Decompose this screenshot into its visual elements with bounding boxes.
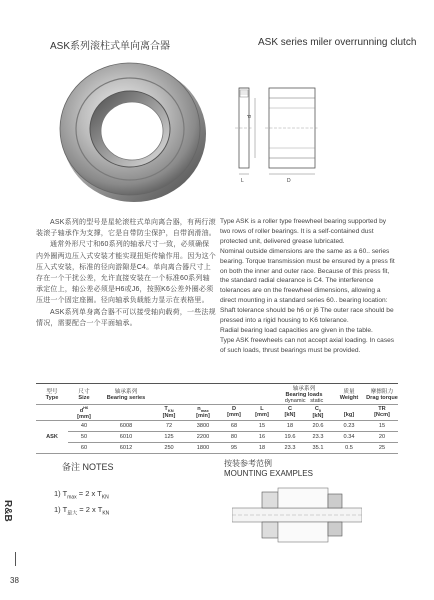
type-cell: ASK: [36, 420, 68, 453]
notes-title: 备注 NOTES: [62, 462, 114, 472]
mounting-title: 按装参考范例 MOUNTING EXAMPLES: [224, 459, 313, 478]
mounting-bearing-top: [262, 492, 278, 508]
spec-table: [36, 384, 398, 454]
header-type: 型号 Type: [36, 384, 68, 405]
note-line-2: 1) $T_{最大} = 2$ x $T_{KN}$: [54, 504, 110, 516]
notes-body: [54, 488, 109, 519]
bearing-bore: [101, 102, 163, 160]
page-number: 38: [10, 576, 19, 585]
table-symbol-row: $d^{H6}$ [mm] $T_{KN}$ [Nm] $n_{max}$ [min] D [mm] L [mm] C [kN] $C_0$ [kN] [kg] TR [Ncm]: [36, 405, 398, 421]
header-bearing-series: 轴承系列 Bearing series: [100, 384, 152, 405]
side-divider: [15, 552, 16, 566]
cn-paragraph-3: ASK系列单身离合器不可以接受轴向载荷，一些法规情况，需要配合一个平面轴承。: [36, 308, 216, 327]
header-bearing-loads: 轴承系列 Bearing loads dynamic static: [276, 384, 332, 405]
title-chinese: ASK系列滚柱式单向离合器: [50, 41, 171, 52]
header-size: 尺寸 Size: [68, 384, 100, 405]
mounting-housing-top: [278, 488, 328, 508]
cn-paragraph-1: ASK系列的型号是星轮滚柱式单向离合器，有两行滚装滚子轴承作为支撑，它是自带防尘保护，自带润滑油。: [36, 219, 216, 238]
dim-D-label: D: [287, 178, 291, 184]
cn-paragraph-2: 通常外形尺寸和60系列的轴承尺寸一致，必须确保内外圈两边压入式安装才能实现扭矩传输作用。因为这个压入式安装，标准的径向游隙是C4。单向离合器尺寸上存在一个干扰公差，允许直接安装在一个标准60系列轴承定位上，轴公差必须是H6或J6，按照K6公差外圈必须压进一个固定座圈。径向轴承负载能力显示在表格里。: [36, 241, 216, 305]
note-line-1: 1) $T_{max} = 2$ x $T_{KN}$: [54, 489, 109, 501]
table-row: 50 6010 125 2200 80 16 19.6 23.3 0.34 20: [36, 431, 398, 442]
header-drag-torque: 摩擦阻力 Drag torque: [366, 384, 398, 405]
mounting-housing-bottom: [278, 522, 328, 542]
en-paragraph-2: Nominal outside dimensions are the same as a 60.. series bearing. Torque transmission must be ensured by a press fit on both the inner and outer race. Because of this press fit, the standard radial clearance is C4. The interference tolerances are on the freewheel dimensions, allowing a direct mounting in a standard series 60.. bearing location: Shaft tolerance should be h6 or j6 The outer race should be pressed into a rigid housing to K6 tolerance.: [220, 247, 395, 325]
table-row: ASK 40 6008 72 3800 68 15 18 20.6 0.23 15: [36, 420, 398, 431]
dim-d-label: d: [247, 115, 253, 118]
title-english: ASK series miler overrunning clutch: [258, 37, 417, 48]
bearing-photo: [52, 56, 212, 206]
dim-L-label: L: [241, 178, 244, 184]
mounting-drawing: [232, 486, 362, 546]
en-paragraph-3: Radial bearing load capacities are given in the table.: [220, 326, 373, 334]
description-english: [220, 217, 398, 356]
table-row: 60 6012 250 1800 95 18 23.3 35.1 0.5 25: [36, 442, 398, 453]
en-paragraph-4: Type ASK freewheels can not accept axial loading. In cases of such loads, thrust bearings must be provided.: [220, 336, 395, 354]
header-weight: 质量 Weight: [332, 384, 366, 405]
technical-drawing: [225, 78, 410, 186]
description-chinese: [36, 217, 216, 329]
brand-logo: R&B: [2, 500, 13, 522]
mounting-bearing-bottom: [262, 522, 278, 538]
en-paragraph-1: Type ASK is a roller type freewheel bearing supported by two rows of roller bearings. It is a self-contained dust protected unit, delivered grease lubricated.: [220, 218, 387, 245]
